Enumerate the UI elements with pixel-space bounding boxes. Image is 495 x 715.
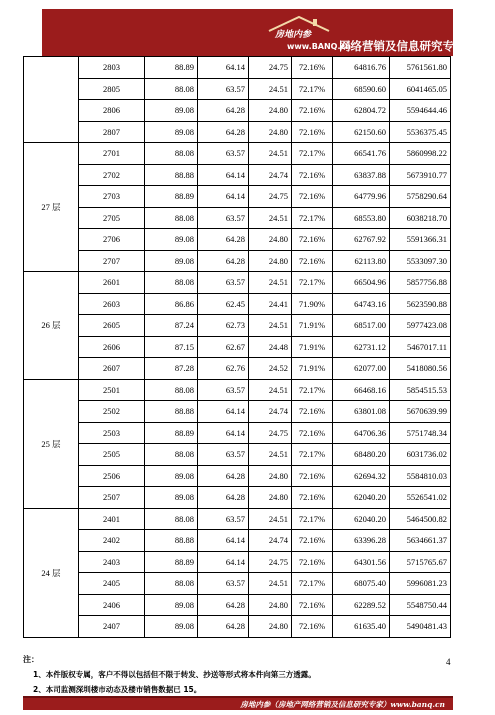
value-cell: 72.16% [292,164,333,186]
value-cell: 88.08 [145,573,198,595]
value-cell: 88.08 [145,444,198,466]
value-cell: 66468.16 [333,379,390,401]
value-cell: 24.51 [249,444,292,466]
note-line-2: 2、本司监测深圳楼市动态及楼市销售数据已 15。 [33,685,202,694]
table-row [24,508,451,530]
room-cell: 2505 [79,444,145,466]
value-cell: 72.17% [292,78,333,100]
value-cell: 5591366.31 [390,229,451,251]
value-cell: 62.67 [198,336,249,358]
logo-text: 房地内参 [275,30,312,40]
value-cell: 64.28 [198,487,249,509]
value-cell: 5857756.88 [390,272,451,294]
value-cell: 72.16% [292,100,333,122]
table-row [24,250,451,272]
value-cell: 86.86 [145,293,198,315]
value-cell: 64.28 [198,465,249,487]
value-cell: 87.28 [145,358,198,380]
value-cell: 62040.20 [333,508,390,530]
value-cell: 5584810.03 [390,465,451,487]
value-cell: 88.89 [145,551,198,573]
value-cell: 24.80 [249,594,292,616]
room-cell: 2806 [79,100,145,122]
value-cell: 63.57 [198,508,249,530]
room-cell: 2803 [79,57,145,79]
value-cell: 5996081.23 [390,573,451,595]
room-cell: 2601 [79,272,145,294]
value-cell: 24.51 [249,379,292,401]
page-footer [23,696,453,710]
room-cell: 2605 [79,315,145,337]
value-cell: 6031736.02 [390,444,451,466]
value-cell: 62113.80 [333,250,390,272]
value-cell: 5418080.56 [390,358,451,380]
table-row [24,487,451,509]
room-cell: 2702 [79,164,145,186]
value-cell: 64.28 [198,121,249,143]
value-cell: 24.74 [249,401,292,423]
value-cell: 5761561.80 [390,57,451,79]
value-cell: 72.16% [292,401,333,423]
value-cell: 71.91% [292,336,333,358]
value-cell: 72.16% [292,465,333,487]
room-cell: 2706 [79,229,145,251]
table-row [24,530,451,552]
room-cell: 2403 [79,551,145,573]
value-cell: 72.17% [292,207,333,229]
table-row [24,358,451,380]
table-row [24,336,451,358]
value-cell: 24.80 [249,616,292,638]
value-cell: 64779.96 [333,186,390,208]
value-cell: 71.90% [292,293,333,315]
value-cell: 72.16% [292,121,333,143]
value-cell: 5536375.45 [390,121,451,143]
value-cell: 5670639.99 [390,401,451,423]
value-cell: 5715765.67 [390,551,451,573]
floor-cell: 25 层 [24,379,79,508]
value-cell: 64.28 [198,616,249,638]
value-cell: 72.17% [292,508,333,530]
value-cell: 63.57 [198,207,249,229]
value-cell: 88.08 [145,379,198,401]
table-row [24,315,451,337]
value-cell: 5860998.22 [390,143,451,165]
value-cell: 5854515.53 [390,379,451,401]
value-cell: 24.48 [249,336,292,358]
value-cell: 87.24 [145,315,198,337]
room-cell: 2407 [79,616,145,638]
value-cell: 89.08 [145,100,198,122]
table-row [24,100,451,122]
value-cell: 88.89 [145,422,198,444]
room-cell: 2606 [79,336,145,358]
table-row [24,444,451,466]
value-cell: 88.89 [145,186,198,208]
table-row [24,594,451,616]
room-cell: 2501 [79,379,145,401]
value-cell: 24.52 [249,358,292,380]
value-cell: 64816.76 [333,57,390,79]
value-cell: 88.88 [145,530,198,552]
room-cell: 2701 [79,143,145,165]
value-cell: 24.80 [249,100,292,122]
value-cell: 87.15 [145,336,198,358]
value-cell: 88.08 [145,143,198,165]
value-cell: 64301.56 [333,551,390,573]
value-cell: 89.08 [145,465,198,487]
value-cell: 89.08 [145,594,198,616]
value-cell: 62.45 [198,293,249,315]
value-cell: 62289.52 [333,594,390,616]
value-cell: 64.28 [198,594,249,616]
table-row [24,465,451,487]
value-cell: 62077.00 [333,358,390,380]
value-cell: 24.41 [249,293,292,315]
room-cell: 2402 [79,530,145,552]
price-table [23,56,451,638]
value-cell: 64.28 [198,100,249,122]
room-cell: 2502 [79,401,145,423]
value-cell: 6041465.05 [390,78,451,100]
notes-title: 注： [23,655,39,664]
value-cell: 62.73 [198,315,249,337]
value-cell: 89.08 [145,616,198,638]
value-cell: 66541.76 [333,143,390,165]
table-row [24,186,451,208]
value-cell: 68480.20 [333,444,390,466]
value-cell: 5751748.34 [390,422,451,444]
value-cell: 5594644.46 [390,100,451,122]
value-cell: 62767.92 [333,229,390,251]
table-row [24,401,451,423]
value-cell: 24.75 [249,57,292,79]
table-row [24,229,451,251]
value-cell: 63801.08 [333,401,390,423]
footer-text: 房地内参（房地产网络营销及信息研究专家）www.banq.cn [240,700,445,709]
room-cell: 2503 [79,422,145,444]
value-cell: 88.08 [145,207,198,229]
value-cell: 5548750.44 [390,594,451,616]
value-cell: 24.75 [249,551,292,573]
value-cell: 72.16% [292,422,333,444]
table-row [24,422,451,444]
value-cell: 24.51 [249,78,292,100]
room-cell: 2405 [79,573,145,595]
value-cell: 64706.36 [333,422,390,444]
room-cell: 2805 [79,78,145,100]
value-cell: 5673910.77 [390,164,451,186]
header-slogan: 网络营销及信息研究专家 [339,39,466,53]
room-cell: 2607 [79,358,145,380]
value-cell: 62804.72 [333,100,390,122]
value-cell: 24.51 [249,272,292,294]
value-cell: 24.80 [249,229,292,251]
value-cell: 5623590.88 [390,293,451,315]
value-cell: 71.91% [292,315,333,337]
value-cell: 88.08 [145,272,198,294]
table-row [24,293,451,315]
value-cell: 72.16% [292,616,333,638]
value-cell: 72.17% [292,272,333,294]
value-cell: 72.16% [292,487,333,509]
value-cell: 63837.88 [333,164,390,186]
value-cell: 63.57 [198,379,249,401]
table-row [24,121,451,143]
room-cell: 2506 [79,465,145,487]
note-line-1: 1、本件版权专属，客户不得以包括但不限于转发、抄送等形式将本件向第三方透露。 [33,670,316,679]
value-cell: 68590.60 [333,78,390,100]
floor-cell [24,57,79,143]
value-cell: 72.17% [292,379,333,401]
value-cell: 24.80 [249,121,292,143]
value-cell: 89.08 [145,487,198,509]
value-cell: 24.75 [249,186,292,208]
room-cell: 2507 [79,487,145,509]
value-cell: 88.89 [145,57,198,79]
room-cell: 2807 [79,121,145,143]
floor-cell: 24 层 [24,508,79,637]
value-cell: 24.80 [249,487,292,509]
value-cell: 24.80 [249,465,292,487]
table-row [24,164,451,186]
value-cell: 72.16% [292,186,333,208]
value-cell: 68517.00 [333,315,390,337]
value-cell: 64.14 [198,57,249,79]
value-cell: 63.57 [198,78,249,100]
value-cell: 88.08 [145,78,198,100]
value-cell: 88.88 [145,164,198,186]
value-cell: 63.57 [198,573,249,595]
value-cell: 24.51 [249,143,292,165]
value-cell: 5464500.82 [390,508,451,530]
table-row [24,272,451,294]
value-cell: 5533097.30 [390,250,451,272]
value-cell: 24.74 [249,530,292,552]
page-header [42,9,466,56]
value-cell: 63396.28 [333,530,390,552]
value-cell: 5758290.64 [390,186,451,208]
value-cell: 62.76 [198,358,249,380]
value-cell: 24.51 [249,508,292,530]
notes-block [23,654,450,695]
value-cell: 63.57 [198,272,249,294]
value-cell: 63.57 [198,444,249,466]
value-cell: 64.14 [198,551,249,573]
value-cell: 72.16% [292,594,333,616]
value-cell: 24.51 [249,573,292,595]
value-cell: 88.08 [145,508,198,530]
value-cell: 62694.32 [333,465,390,487]
value-cell: 68553.80 [333,207,390,229]
table-row [24,379,451,401]
floor-cell: 27 层 [24,143,79,272]
value-cell: 6038218.70 [390,207,451,229]
value-cell: 89.08 [145,121,198,143]
value-cell: 88.88 [145,401,198,423]
value-cell: 72.16% [292,57,333,79]
value-cell: 72.17% [292,444,333,466]
table-row [24,57,451,79]
value-cell: 64.28 [198,250,249,272]
value-cell: 5526541.02 [390,487,451,509]
page-number: 4 [446,657,451,667]
value-cell: 72.17% [292,573,333,595]
room-cell: 2603 [79,293,145,315]
value-cell: 24.51 [249,315,292,337]
value-cell: 5634661.37 [390,530,451,552]
table-row [24,143,451,165]
value-cell: 24.74 [249,164,292,186]
value-cell: 72.16% [292,551,333,573]
value-cell: 61635.40 [333,616,390,638]
table-row [24,616,451,638]
value-cell: 68075.40 [333,573,390,595]
value-cell: 62150.60 [333,121,390,143]
value-cell: 64.14 [198,164,249,186]
room-cell: 2707 [79,250,145,272]
value-cell: 66504.96 [333,272,390,294]
table-row [24,207,451,229]
value-cell: 89.08 [145,250,198,272]
value-cell: 5490481.43 [390,616,451,638]
value-cell: 24.75 [249,422,292,444]
value-cell: 64.28 [198,229,249,251]
value-cell: 24.80 [249,250,292,272]
value-cell: 71.91% [292,358,333,380]
value-cell: 64.14 [198,401,249,423]
value-cell: 64743.16 [333,293,390,315]
value-cell: 24.51 [249,207,292,229]
value-cell: 89.08 [145,229,198,251]
table-row [24,573,451,595]
value-cell: 72.16% [292,229,333,251]
value-cell: 63.57 [198,143,249,165]
value-cell: 62040.20 [333,487,390,509]
value-cell: 5467017.11 [390,336,451,358]
table-row [24,551,451,573]
value-cell: 64.14 [198,186,249,208]
room-cell: 2705 [79,207,145,229]
logo-url: www.BANQ.cn [287,42,351,51]
room-cell: 2406 [79,594,145,616]
value-cell: 64.14 [198,422,249,444]
floor-cell: 26 层 [24,272,79,380]
room-cell: 2703 [79,186,145,208]
table-row [24,78,451,100]
value-cell: 72.16% [292,530,333,552]
value-cell: 5977423.08 [390,315,451,337]
value-cell: 64.14 [198,530,249,552]
value-cell: 62731.12 [333,336,390,358]
value-cell: 72.16% [292,250,333,272]
value-cell: 72.17% [292,143,333,165]
room-cell: 2401 [79,508,145,530]
